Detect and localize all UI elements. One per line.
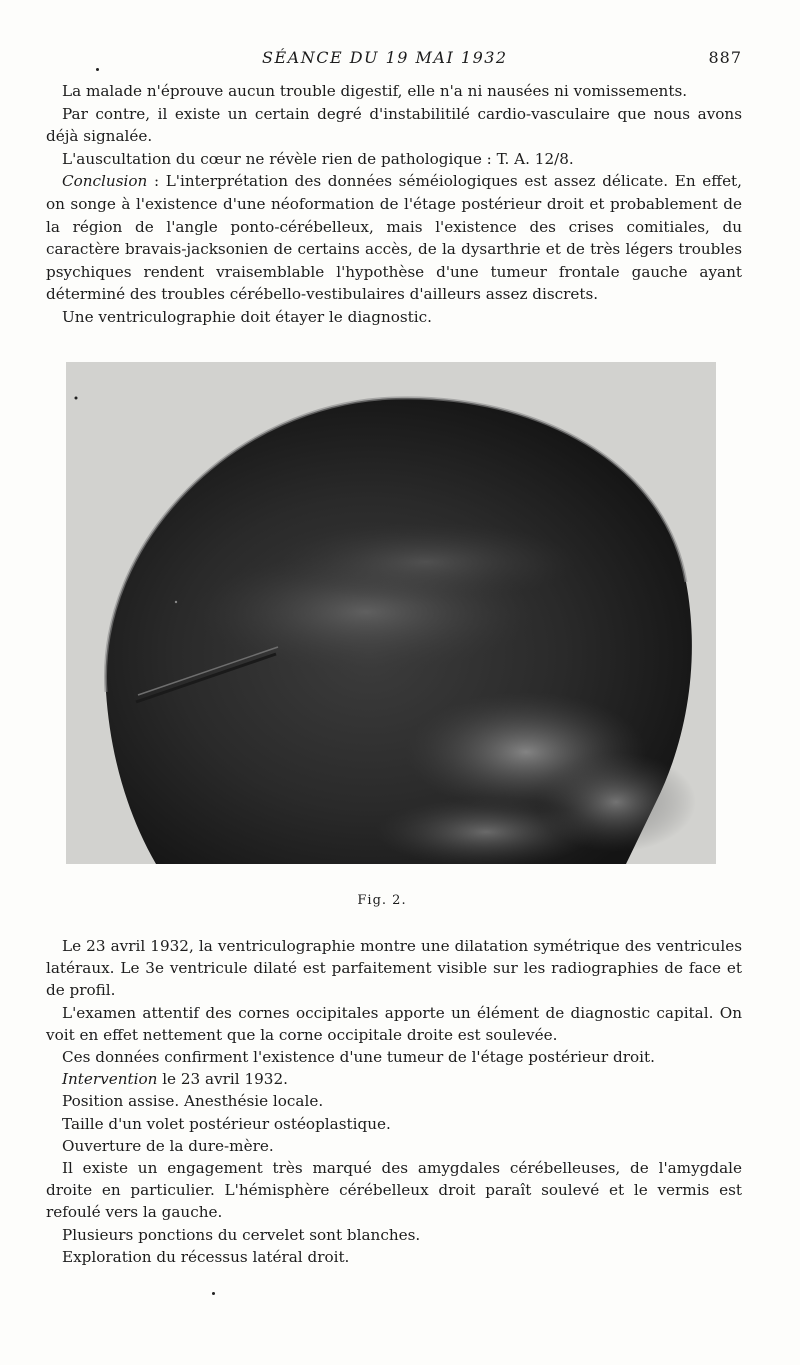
radiograph-figure (66, 362, 716, 864)
paragraph: Ouverture de la dure-mère. (62, 1136, 274, 1155)
paragraph: L'auscultation du cœur ne révèle rien de pathologique : T. A. 12/8. (62, 149, 574, 168)
paragraph: Par contre, il existe un certain degré d'instabilitilé cardio-vasculaire que nous avons déjà signalée. (46, 104, 742, 146)
paragraph: Taille d'un volet postérieur ostéoplastique. (62, 1114, 391, 1133)
conclusion-paragraph: Conclusion : L'interprétation des données séméiologiques est assez délicate. En effet, on songe à l'existence d'une néoformation de l'étage postérieur droit et probablement de la région de l'angle ponto-cérébelleux, mais l'existence des crises comitiales, du caractère bravais-jacksonien de certains accès, de la dysarthrie et de très légers troubles psychiques rendent vraisemblable l'hypothèse d'une tumeur frontale gauche ayant déterminé des troubles cérébello-vestibulaires d'ailleurs assez discrets. (46, 172, 742, 304)
conclusion-lead: Conclusion (62, 172, 148, 191)
paragraph: Il existe un engagement très marqué des amygdales cérébelleuses, de l'amygdale droite en particulier. L'hémisphère cérébelleux droit paraît soulevé et le vermis est refoulé vers la gauche. (46, 1159, 742, 1222)
paragraph: Exploration du récessus latéral droit. (62, 1247, 350, 1266)
lower-text-block (46, 935, 742, 1268)
paragraph: Position assise. Anesthésie locale. (62, 1092, 324, 1111)
upper-text-block (46, 80, 742, 329)
paragraph: Ces données confirment l'existence d'une tumeur de l'étage postérieur droit. (62, 1048, 655, 1067)
figure-caption: Fig. 2. (357, 893, 407, 908)
print-speck (96, 68, 99, 71)
print-speck (212, 1292, 215, 1295)
skull-radiograph-image (66, 362, 716, 864)
intervention-paragraph: Intervention le 23 avril 1932. (62, 1070, 288, 1089)
paragraph: Une ventriculographie doit étayer le diagnostic. (62, 307, 432, 326)
page-number: 887 (708, 48, 742, 67)
paragraph: L'examen attentif des cornes occipitales apporte un élément de diagnostic capital. On voit en effet nettement que la corne occipitale droite est soulevée. (46, 1003, 742, 1044)
paragraph: Le 23 avril 1932, la ventriculographie montre une dilatation symétrique des ventricules latéraux. Le 3e ventricule dilaté est parfaitement visible sur les radiographies de face et de profil. (46, 937, 742, 1000)
paragraph: Plusieurs ponctions du cervelet sont blanches. (62, 1225, 421, 1244)
running-title: SÉANCE DU 19 MAI 1932 (262, 48, 508, 67)
intervention-lead: Intervention (62, 1070, 158, 1089)
paragraph: La malade n'éprouve aucun trouble digestif, elle n'a ni nausées ni vomissements. (62, 82, 688, 100)
